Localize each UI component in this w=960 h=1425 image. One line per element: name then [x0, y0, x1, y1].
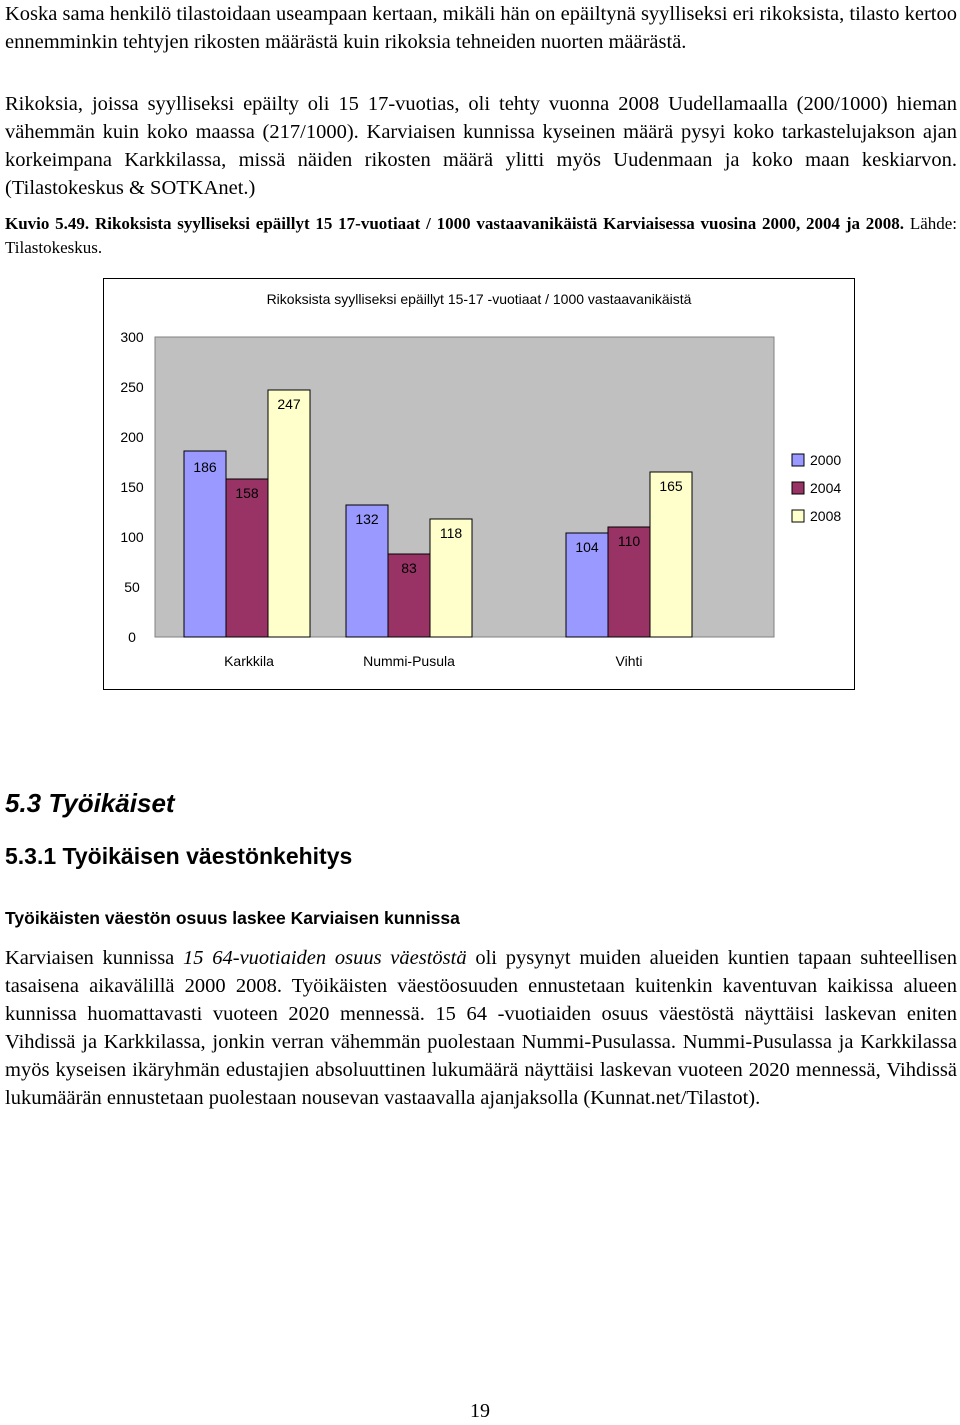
body-prefix: Karviaisen kunnissa: [5, 947, 184, 969]
section-body: [5, 944, 957, 1112]
figure-label: Kuvio 5.49.: [5, 214, 90, 233]
y-tick-label: 150: [120, 479, 144, 495]
category-label: Nummi-Pusula: [363, 653, 455, 669]
figure-caption: [5, 212, 957, 260]
figure-source: Lähde: Tilastokeskus.: [5, 214, 958, 257]
topic-heading: Työikäisten väestön osuus laskee Karviaisen kunnissa: [5, 908, 460, 928]
page-number: 19: [470, 1400, 490, 1422]
legend-label: 2004: [810, 480, 842, 496]
legend-swatch: [792, 510, 804, 522]
category-label: Vihti: [615, 653, 643, 669]
intro-paragraph-1: Koska sama henkilö tilastoidaan useampaan kertaan, mikäli hän on epäiltynä syylliseksi eri rikoksista, tilasto kertoo ennemminkin tehtyjen rikosten määrästä kuin rikoksia tehneiden nuorten määrästä.: [5, 3, 957, 53]
bar-chart: [104, 279, 854, 689]
legend-swatch: [792, 454, 804, 466]
bar: [184, 451, 226, 637]
legend-label: 2000: [810, 452, 842, 468]
data-label: 118: [439, 525, 463, 541]
data-label: 165: [659, 478, 683, 494]
legend-label: 2008: [810, 508, 842, 524]
legend-swatch: [792, 482, 804, 494]
chart-title: Rikoksista syylliseksi epäillyt 15-17 -vuotiaat / 1000 vastaavanikäistä: [266, 291, 692, 307]
y-tick-label: 300: [120, 329, 144, 345]
y-tick-label: 0: [128, 629, 136, 645]
data-label: 132: [355, 511, 379, 527]
data-label: 186: [193, 459, 217, 475]
data-label: 110: [617, 533, 641, 549]
subsection-heading: 5.3.1 Työikäisen väestönkehitys: [5, 843, 353, 869]
intro-paragraph-2: Rikoksia, joissa syylliseksi epäilty oli 15 17-vuotias, oli tehty vuonna 2008 Uudellamaalla (200/1000) hieman vähemmän kuin koko maassa (217/1000). Karviaisen kunnissa kyseinen määrä pysyi koko tarkastelujakson ajan korkeimpana Karkkilassa, missä näiden rikosten määrä ylitti myös Uudenmaan ja koko maan keskiarvon. (Tilastokeskus & SOTKAnet.): [5, 93, 957, 199]
body-italic: 15 64-vuotiaiden osuus väestöstä: [183, 947, 467, 969]
body-rest: oli pysynyt muiden alueiden kuntien tapaan suhteellisen tasaisena aikavälillä 2000 2008. Työikäisten väestöosuuden ennustetaan kuitenkin kaventuvan kaikissa alueen kunnissa huomattavasti vuoteen 2020 mennessä. 15 64 -vuotiaiden osuus väestöstä näyttäisi laskevan eniten Vihdissä ja Karkkilassa, jonkin verran vähemmän puolestaan Nummi-Pusulassa. Nummi-Pusulassa ja Karkkilassa myös kyseisen ikäryhmän edustajien absoluuttinen lukumäärä näyttäisi laskevan vuoteen 2020 mennessä, Vihdissä lukumäärän ennustetaan puolestaan nousevan vastaavalla ajanjaksolla (Kunnat.net/Tilastot).: [5, 947, 957, 1109]
y-tick-label: 100: [120, 529, 144, 545]
bar: [226, 479, 268, 637]
data-label: 104: [575, 539, 599, 555]
category-label: Karkkila: [224, 653, 274, 669]
data-label: 247: [277, 396, 301, 412]
figure-title: Rikoksista syylliseksi epäillyt 15 17-vuotiaat / 1000 vastaavanikäistä Karviaisessa vuosina 2000, 2004 ja 2008.: [94, 214, 905, 233]
data-label: 83: [401, 560, 417, 576]
chart-frame: [103, 278, 855, 690]
y-tick-label: 200: [120, 429, 144, 445]
data-label: 158: [235, 485, 259, 501]
y-tick-label: 50: [124, 579, 140, 595]
y-tick-label: 250: [120, 379, 144, 395]
bar: [268, 390, 310, 637]
bar: [650, 472, 692, 637]
section-heading: 5.3 Työikäiset: [5, 788, 175, 818]
